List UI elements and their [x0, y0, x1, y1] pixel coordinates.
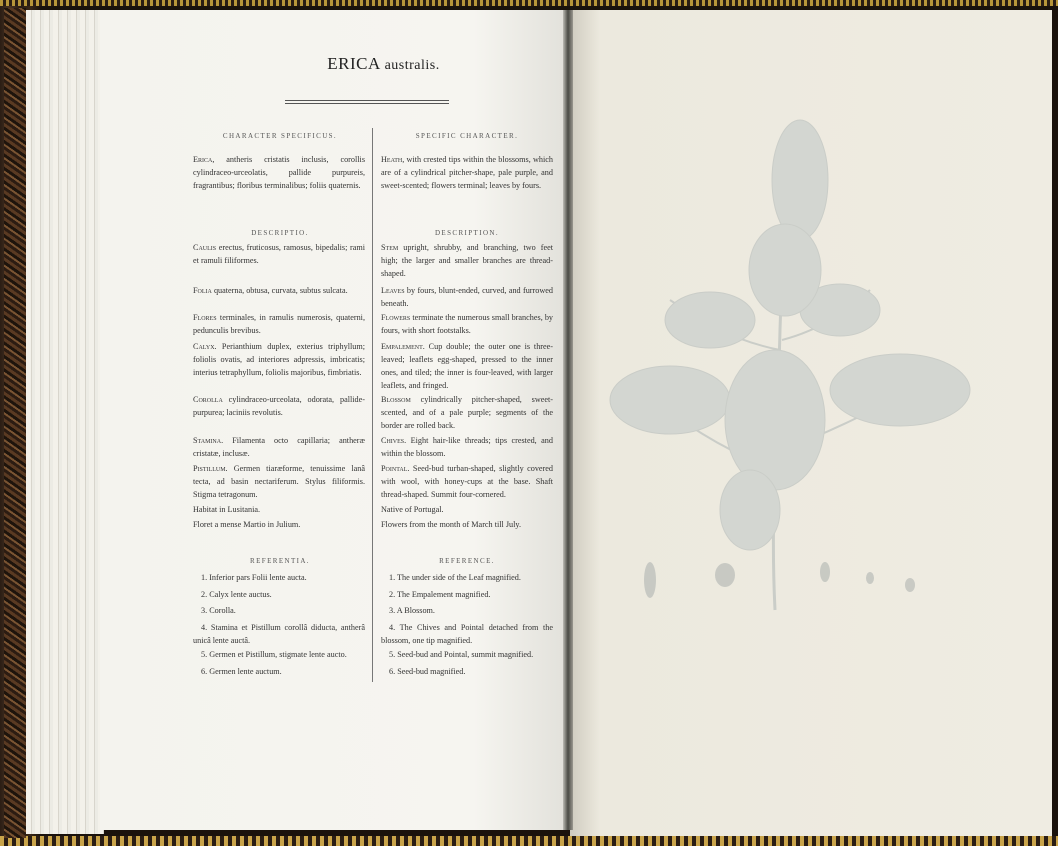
english-character-body: with crested tips within the blossoms, which are of a cylindrical pitcher-shape, pale purple, and sweet-scented; flowers terminal; leaves by fours.: [381, 155, 554, 190]
english-reference-item: 5. Seed-bud and Pointal, summit magnified.: [389, 650, 534, 659]
latin-lead: Erica,: [193, 155, 215, 164]
latin-item-keyword: Flores: [193, 313, 217, 322]
english-character-heading: SPECIFIC CHARACTER.: [415, 132, 519, 140]
latin-character-heading: CHARACTER SPECIFICUS.: [222, 132, 338, 140]
latin-item-text: Germen tiaræforme, tenuissime lanâ tecta, ad basin nectariferum. Stylus filiformis. Stigma tetragonum.: [193, 464, 366, 499]
latin-item-keyword: Folia: [193, 286, 212, 295]
gilt-border-bottom: [0, 836, 1058, 846]
english-lead: Heath,: [381, 155, 405, 164]
column-divider: [372, 128, 373, 682]
english-item-text: Eight hair-like threads; tips crested, and within the blossom.: [381, 436, 553, 458]
english-character-text: [381, 153, 553, 192]
english-item-keyword: Chives.: [381, 436, 407, 445]
english-reference-item: 1. The under side of the Leaf magnified.: [389, 573, 521, 582]
english-item-keyword: Empalement.: [381, 342, 425, 351]
latin-character-text: [193, 153, 365, 192]
latin-description-item: [193, 434, 365, 460]
page-title: [100, 54, 667, 74]
title-genus: ERICA: [327, 54, 380, 73]
latin-reference-item: 1. Inferior pars Folii lente aucta.: [201, 573, 307, 582]
english-description-item: [381, 518, 553, 531]
english-item-keyword: Flowers: [381, 313, 411, 322]
latin-item-keyword: Calyx.: [193, 342, 217, 351]
latin-description-item: [193, 284, 365, 297]
latin-item-text: Perianthium duplex, exterius triphyllum; foliolis ovatis, ad interiores adpressis, imbricatis; interius tetraphyllum, foliolis majoribus, fimbriatis.: [193, 342, 365, 377]
english-description-heading: DESCRIPTION.: [434, 229, 500, 237]
latin-reference-item: 5. Germen et Pistillum, stigmate lente aucto.: [201, 650, 347, 659]
latin-item-text: Habitat in Lusitania.: [193, 505, 261, 514]
english-item-keyword: Pointal.: [381, 464, 410, 473]
latin-reference-item: 6. Germen lente auctum.: [201, 667, 282, 676]
latin-item-text: Filamenta octo capillaria; antheræ cristatæ, inclusæ.: [193, 436, 365, 458]
latin-description-heading: DESCRIPTIO.: [251, 229, 309, 237]
latin-item-text: quaterna, obtusa, curvata, subtus sulcata.: [213, 286, 348, 295]
latin-description-item: [193, 503, 365, 516]
marbled-endpaper: [4, 8, 26, 838]
latin-description-item: [193, 311, 365, 337]
english-description-item: [381, 393, 553, 432]
gilt-border-top: [0, 0, 1058, 6]
english-description-item: [381, 241, 553, 280]
english-item-text: terminate the numerous small branches, by fours, with short footstalks.: [381, 313, 554, 335]
english-description-item: [381, 503, 553, 516]
english-item-text: Cup double; the outer one is three-leaved; leaflets egg-shaped, pressed to the inner ones, and tiled; the inner is four-leaved, with larger leaflets, and fringed.: [381, 342, 554, 390]
english-item-text: upright, shrubby, and branching, two feet high; the larger and smaller branches are thread-shaped.: [381, 243, 553, 278]
latin-item-text: Floret a mense Martio in Julium.: [193, 520, 301, 529]
english-description-item: [381, 340, 553, 392]
title-species: australis.: [384, 58, 440, 73]
english-item-text: cylindrically pitcher-shaped, sweet-scented, and of a pale purple; segments of the border are rolled back.: [381, 395, 554, 430]
latin-reference-item: 2. Calyx lente auctus.: [201, 590, 272, 599]
english-description-item: [381, 462, 553, 501]
english-reference-item: 3. A Blossom.: [389, 606, 435, 615]
page-edges: [26, 10, 104, 834]
english-item-text: Native of Portugal.: [381, 505, 444, 514]
latin-item-text: cylindraceo-urceolata, odorata, pallide-purpurea; laciniis revolutis.: [193, 395, 365, 417]
english-item-keyword: Stem: [381, 243, 399, 252]
title-rule: [285, 100, 449, 101]
english-item-text: by fours, blunt-ended, curved, and furrowed beneath.: [381, 286, 553, 308]
english-description-item: [381, 284, 553, 310]
latin-item-keyword: Corolla: [193, 395, 223, 404]
latin-reference-item: 3. Corolla.: [201, 606, 236, 615]
latin-character-body: antheris cristatis inclusis, corollis cylindraceo-urceolatis, pallide purpureis, fragrantibus; floribus terminalibus; foliis quaternis.: [193, 155, 365, 190]
english-reference-heading: REFERENCE.: [439, 557, 495, 565]
latin-item-keyword: Pistillum.: [193, 464, 228, 473]
latin-reference-heading: REFERENTIA.: [250, 557, 310, 565]
heath-plant-illustration-icon: [600, 90, 1000, 650]
english-description-item: [381, 311, 553, 337]
english-reference-item: 6. Seed-bud magnified.: [389, 667, 466, 676]
english-item-text: Seed-bud turban-shaped, slightly covered with wool, with honey-cups at the base. Shaft thread-shaped. Summit four-cornered.: [381, 464, 554, 499]
latin-description-item: [193, 393, 365, 419]
latin-item-text: erectus, fruticosus, ramosus, bipedalis; rami et ramuli filiformes.: [193, 243, 365, 265]
latin-description-item: [193, 340, 365, 379]
latin-item-keyword: Stamina.: [193, 436, 224, 445]
english-item-text: Flowers from the month of March till July.: [381, 520, 522, 529]
english-item-keyword: Blossom: [381, 395, 411, 404]
english-description-item: [381, 434, 553, 460]
english-item-keyword: Leaves: [381, 286, 405, 295]
latin-description-item: [193, 518, 365, 531]
english-reference-item: 2. The Empalement magnified.: [389, 590, 491, 599]
latin-item-keyword: Caulis: [193, 243, 217, 252]
title-rule: [285, 103, 449, 104]
latin-description-item: [193, 462, 365, 501]
latin-description-item: [193, 241, 365, 267]
book-gutter: [563, 10, 573, 830]
english-reference-item: 4. The Chives and Pointal detached from the blossom, one tip magnified.: [381, 623, 553, 645]
latin-reference-item: 4. Stamina et Pistillum corollâ diducta, antherâ unicâ lente auctâ.: [193, 623, 365, 645]
latin-item-text: terminales, in ramulis numerosis, quaterni, pedunculis brevibus.: [193, 313, 365, 335]
